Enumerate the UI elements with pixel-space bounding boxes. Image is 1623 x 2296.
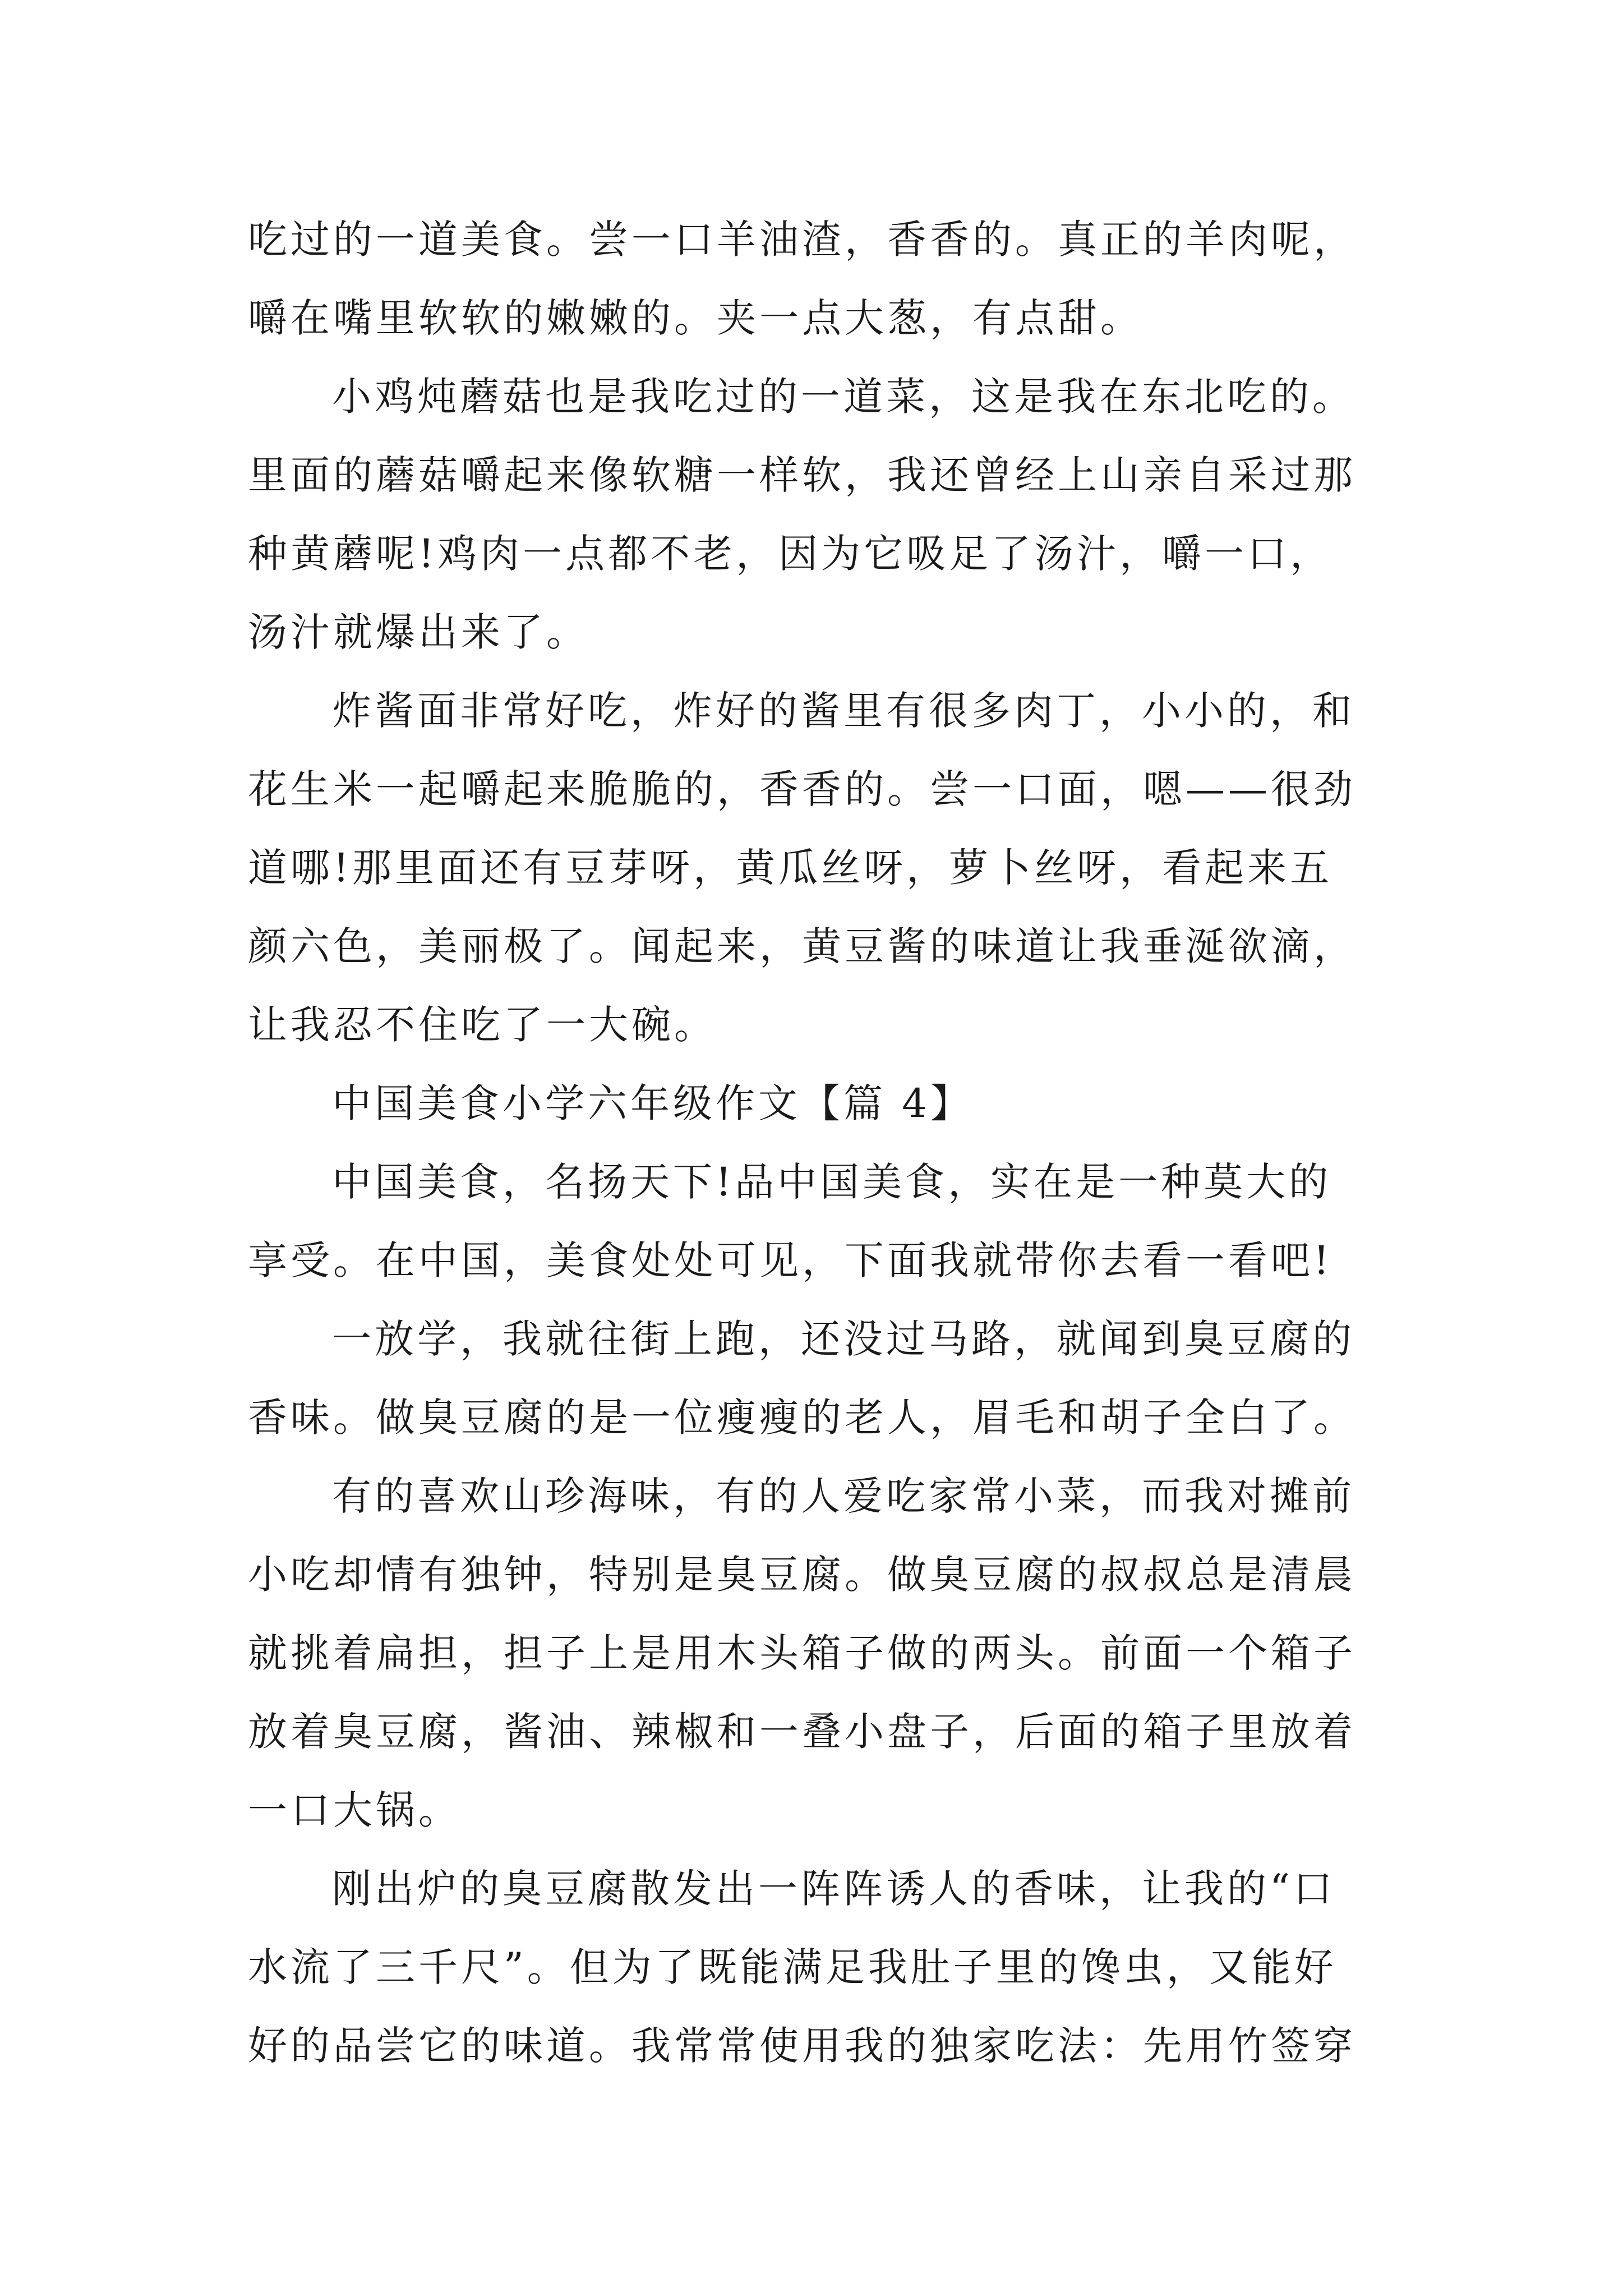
paragraph-first-line: 有的喜欢山珍海味，有的人爱吃家常小菜，而我对摊前 [332,1473,1355,1519]
paragraph-first-line: 炸酱面非常好吃，炸好的酱里有很多肉丁，小小的，和 [332,688,1355,734]
paragraph-line: 享受。在中国，美食处处可见，下面我就带你去看一看吧! [248,1237,1333,1283]
paragraph-first-line: 刚出炉的臭豆腐散发出一阵阵诱人的香味，让我的“口 [332,1866,1336,1912]
paragraph-line: 就挑着扁担，担子上是用木头箱子做的两头。前面一个箱子 [248,1630,1356,1676]
paragraph-line: 小吃却情有独钟，特别是臭豆腐。做臭豆腐的叔叔总是清晨 [248,1552,1356,1598]
paragraph-line: 种黄蘑呢!鸡肉一点都不老，因为它吸足了汤汁，嚼一口， [248,531,1333,577]
paragraph-line: 嚼在嘴里软软的嫩嫩的。夹一点大葱，有点甜。 [248,295,1143,341]
paragraph-line: 吃过的一道美食。尝一口羊油渣，香香的。真正的羊肉呢， [248,217,1356,263]
paragraph-line: 好的品尝它的味道。我常常使用我的独家吃法：先用竹签穿 [248,2023,1356,2069]
paragraph-line: 颜六色，美丽极了。闻起来，黄豆酱的味道让我垂涎欲滴， [248,923,1356,969]
paragraph-line: 道哪!那里面还有豆芽呀，黄瓜丝呀，萝卜丝呀，看起来五 [248,845,1333,891]
paragraph-first-line: 中国美食，名扬天下!品中国美食，实在是一种莫大的 [332,1159,1332,1205]
paragraph-first-line: 小鸡炖蘑菇也是我吃过的一道菜，这是我在东北吃的。 [332,374,1355,420]
paragraph-line: 让我忍不住吃了一大碗。 [248,1002,717,1048]
paragraph-first-line: 一放学，我就往街上跑，还没过马路，就闻到臭豆腐的 [332,1316,1355,1362]
paragraph-first-line: 中国美食小学六年级作文【篇 4】 [332,1080,973,1126]
paragraph-line: 一口大锅。 [248,1787,461,1833]
paragraph-line: 里面的蘑菇嚼起来像软糖一样软，我还曾经上山亲自采过那 [248,452,1356,498]
document-body [248,200,1403,2085]
paragraph-line: 花生米一起嚼起来脆脆的，香香的。尝一口面，嗯——很劲 [248,766,1356,812]
paragraph-line: 汤汁就爆出来了。 [248,609,589,655]
paragraph-line: 香味。做臭豆腐的是一位瘦瘦的老人，眉毛和胡子全白了。 [248,1395,1356,1441]
paragraph-line: 放着臭豆腐，酱油、辣椒和一叠小盘子，后面的箱子里放着 [248,1709,1356,1755]
paragraph-line: 水流了三千尺”。但为了既能满足我肚子里的馋虫，又能好 [248,1944,1337,1990]
